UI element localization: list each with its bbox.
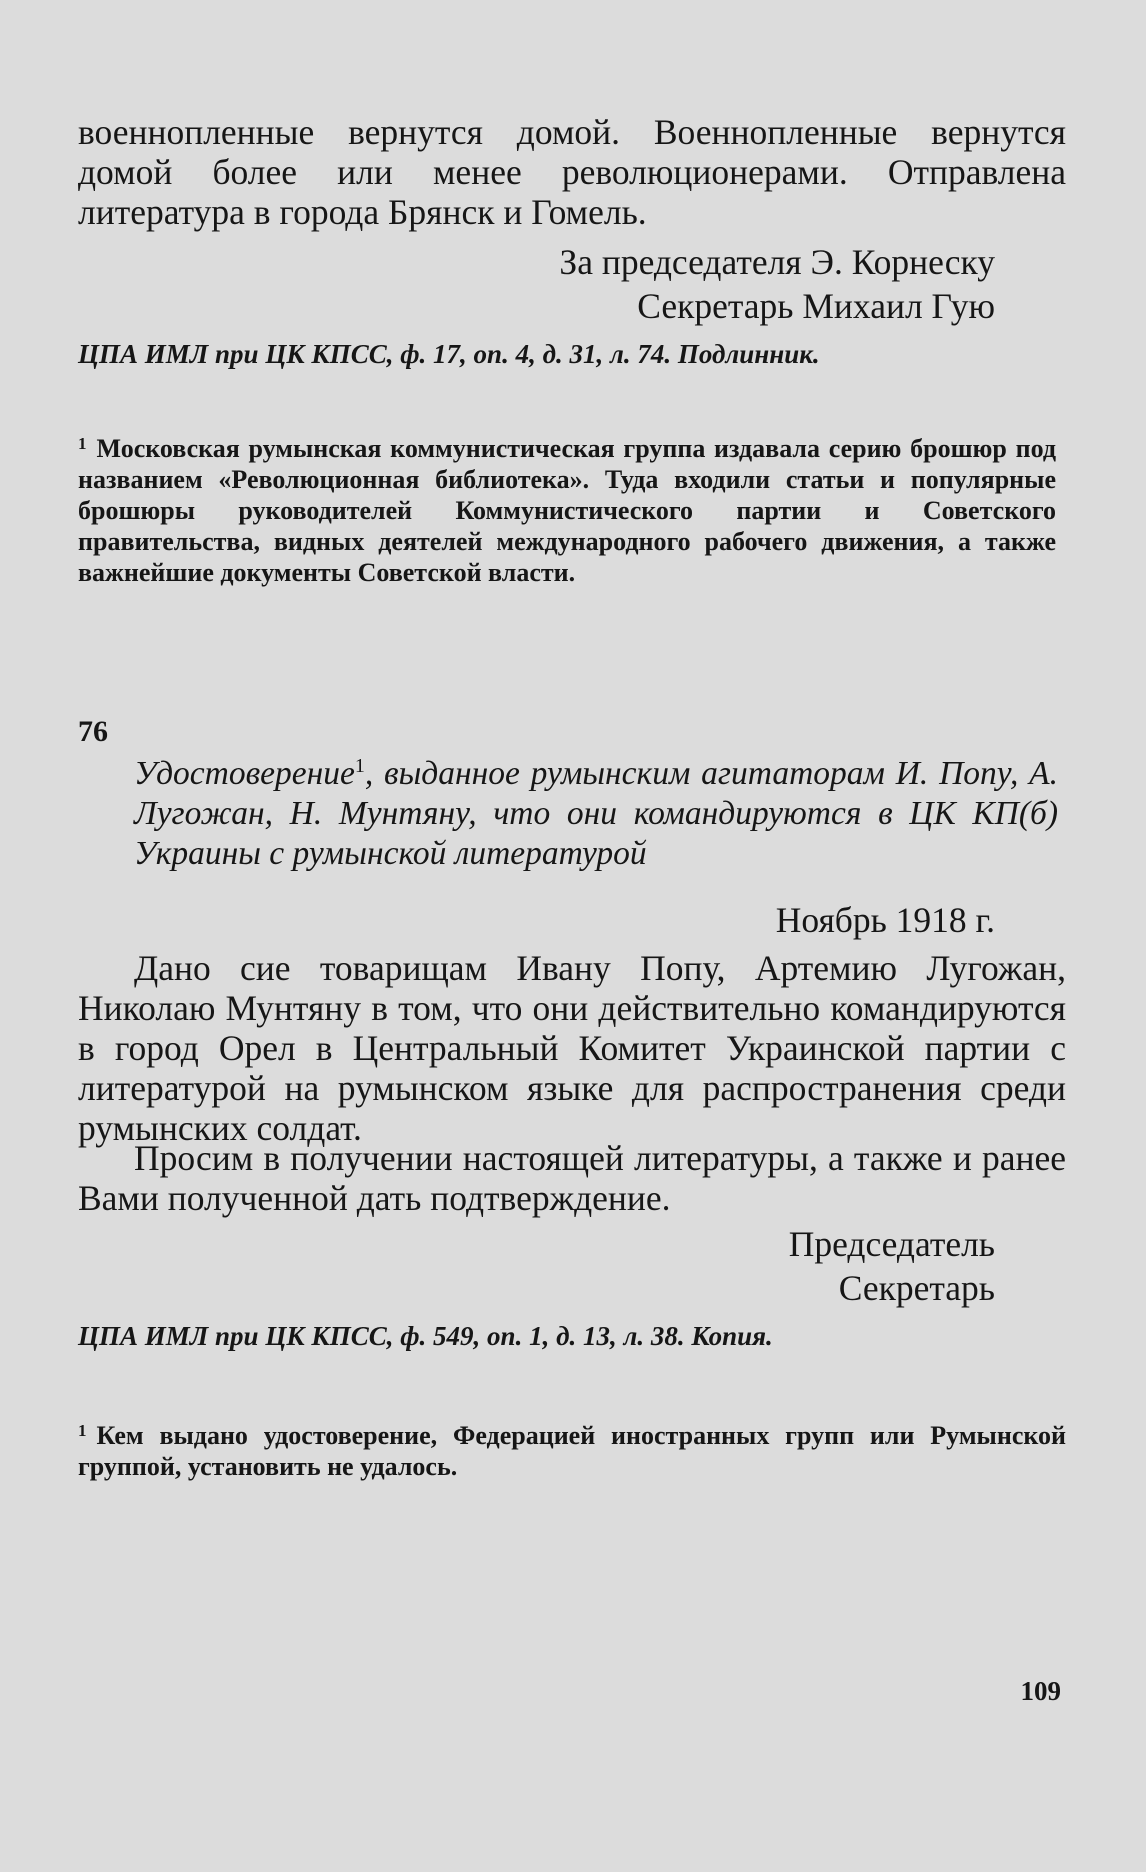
document-paragraph-1: Дано сие товарищам Ивану Попу, Артемию Лугожан, Николаю Мунтяну в том, что они действительно командируются в город Орел в Центральный Комитет Украинской партии с литературой на румынском языке для распространения среди румынских солдат. xyxy=(78,948,1066,1148)
document-date: Ноябрь 1918 г. xyxy=(775,900,995,940)
document-number: 76 xyxy=(78,715,108,748)
footnote-2 xyxy=(78,1415,1066,1482)
signature-chairman: Председатель xyxy=(788,1224,995,1264)
footnote-marker: 1 xyxy=(78,434,87,453)
signature-secretary-2: Секретарь xyxy=(838,1268,995,1308)
page-number: 109 xyxy=(1020,1676,1061,1706)
footnote-text: Московская румынская коммунистическая группа издавала серию брошюр под названием «Революционная библиотека». Туда входили статьи и популярные брошюры руководителей Коммунистического партии и Советского правительства, видных деятелей международного рабочего движения, а также важнейшие документы Советской власти. xyxy=(78,434,1056,587)
footnote-marker: 1 xyxy=(78,1421,87,1440)
title-word: Удостоверение xyxy=(134,755,355,793)
footnote-1 xyxy=(78,428,1056,588)
signature-chairman-deputy: За председателя Э. Корнеску xyxy=(559,242,995,282)
archive-source-1: ЦПА ИМЛ при ЦК КПСС, ф. 17, оп. 4, д. 31, л. 74. Подлинник. xyxy=(78,339,820,369)
continuation-paragraph: военнопленные вернутся домой. Военнопленные вернутся домой более или менее революционерами. Отправлена литература в города Брянск и Гомель. xyxy=(78,112,1066,232)
archive-source-2: ЦПА ИМЛ при ЦК КПСС, ф. 549, оп. 1, д. 13, л. 38. Копия. xyxy=(78,1321,773,1351)
document-title xyxy=(134,746,1058,874)
signature-secretary: Секретарь Михаил Гую xyxy=(637,286,995,326)
footnote-ref: 1 xyxy=(354,755,365,777)
footnote-text: Кем выдано удостоверение, Федерацией иностранных групп или Румынской группой, установить не удалось. xyxy=(78,1421,1066,1481)
title-rest: , выданное румынским агитаторам И. Попу, А. Лугожан, Н. Мунтяну, что они командируются в ЦК КП(б) Украины с румынской литературой xyxy=(134,755,1058,873)
document-paragraph-2: Просим в получении настоящей литературы, а также и ранее Вами полученной дать подтверждение. xyxy=(78,1138,1066,1218)
